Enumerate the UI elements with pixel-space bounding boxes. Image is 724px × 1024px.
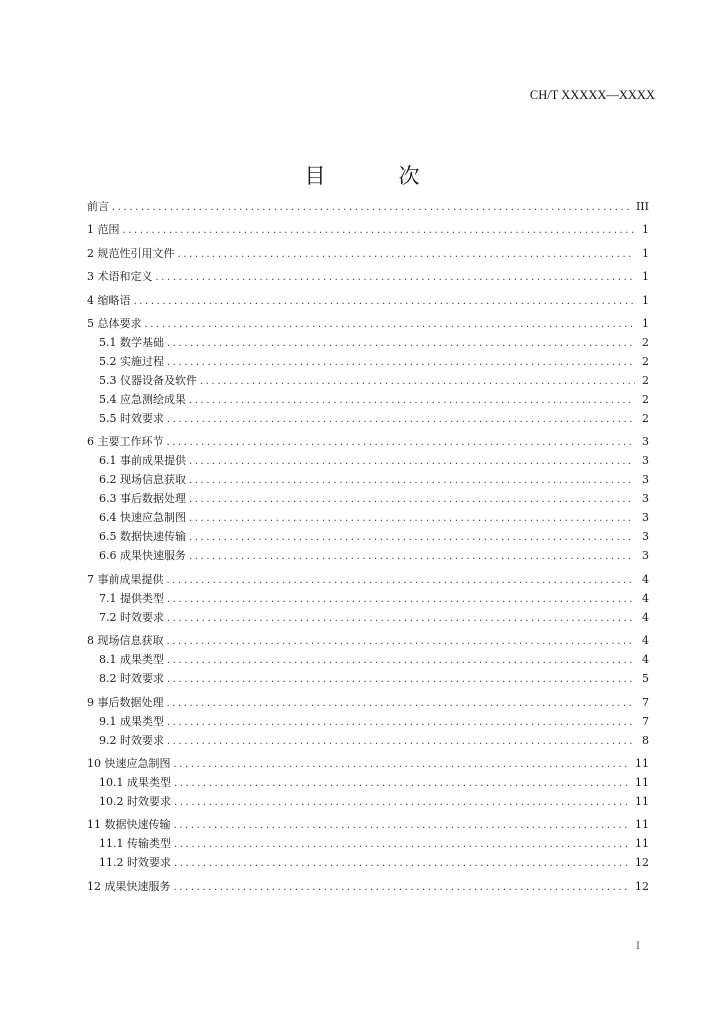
toc-dot-leader: [123, 221, 636, 240]
toc-entry-label: 5.2 实施过程: [99, 354, 164, 368]
toc-entry-label: 2 规范性引用文件: [87, 246, 175, 260]
toc-dot-leader: [145, 315, 636, 334]
toc-entry-page: 4: [642, 634, 649, 648]
toc-entry-page: 12: [635, 879, 649, 893]
toc-entry[interactable]: [87, 570, 649, 589]
toc-entry-label: 9.2 时效要求: [99, 733, 164, 747]
toc-entry-label: 6.1 事前成果提供: [99, 454, 186, 468]
toc-dot-leader: [174, 835, 631, 854]
toc-entry-label: 8 现场信息获取: [87, 634, 164, 648]
toc-entry-label: 6.2 现场信息获取: [99, 473, 186, 487]
toc-dot-leader: [167, 670, 635, 689]
toc-entry-page: 3: [642, 435, 649, 449]
toc-entry[interactable]: [87, 631, 649, 650]
toc-entry-page: 4: [642, 610, 649, 624]
toc-entry-label: 5.1 数学基础: [99, 335, 164, 349]
toc-entry-page: 2: [642, 335, 649, 349]
toc-entry-label: 7.1 提供类型: [99, 591, 164, 605]
toc-dot-leader: [189, 490, 635, 509]
toc-entry[interactable]: [87, 853, 649, 872]
toc-dot-leader: [167, 713, 635, 732]
toc-entry-page: 1: [642, 270, 649, 284]
toc-entry-page: 11: [635, 818, 649, 832]
toc-dot-leader: [167, 334, 635, 353]
document-code: CH/T XXXXX—XXXX: [529, 88, 655, 102]
toc-entry[interactable]: [87, 371, 649, 390]
toc-entry-page: 11: [635, 756, 649, 770]
toc-entry[interactable]: [87, 197, 649, 216]
toc-entry-label: 10.1 成果类型: [99, 775, 171, 789]
toc-entry-page: 7: [642, 714, 649, 728]
toc-entry[interactable]: [87, 608, 649, 627]
toc-entry[interactable]: [87, 489, 649, 508]
toc-dot-leader: [167, 571, 636, 590]
toc-entry-label: 3 术语和定义: [87, 270, 153, 284]
toc-entry-page: 3: [642, 549, 649, 563]
toc-entry[interactable]: [87, 693, 649, 712]
toc-dot-leader: [167, 410, 635, 429]
toc-entry[interactable]: [87, 589, 649, 608]
toc-entry-page: 3: [642, 511, 649, 525]
toc-entry-label: 6.6 成果快速服务: [99, 549, 186, 563]
toc-entry-page: 3: [642, 530, 649, 544]
toc-entry[interactable]: [87, 773, 649, 792]
toc-entry[interactable]: [87, 244, 649, 263]
toc-entry-label: 前言: [87, 200, 109, 213]
toc-entry[interactable]: [87, 220, 649, 239]
toc-entry-label: 5.5 时效要求: [99, 411, 164, 425]
toc-entry-label: 8.1 成果类型: [99, 653, 164, 667]
toc-dot-leader: [174, 793, 631, 812]
toc-entry[interactable]: [87, 834, 649, 853]
toc-entry-label: 11.2 时效要求: [99, 856, 171, 870]
toc-entry-page: 2: [642, 354, 649, 368]
toc-entry[interactable]: [87, 792, 649, 811]
toc-entry-label: 12 成果快速服务: [87, 879, 171, 893]
toc-entry-page: 3: [642, 473, 649, 487]
toc-entry[interactable]: [87, 352, 649, 371]
toc-entry-label: 10 快速应急制图: [87, 756, 171, 770]
toc-entry-label: 6 主要工作环节: [87, 435, 164, 449]
toc-entry-label: 6.3 事后数据处理: [99, 492, 186, 506]
toc-entry[interactable]: [87, 546, 649, 565]
toc-entry-label: 6.4 快速应急制图: [99, 511, 186, 525]
toc-entry-page: 1: [642, 223, 649, 237]
toc-entry-page: 1: [642, 316, 649, 330]
toc-entry[interactable]: [87, 731, 649, 750]
toc-entry[interactable]: [87, 451, 649, 470]
toc-entry[interactable]: [87, 267, 649, 286]
toc-entry[interactable]: [87, 815, 649, 834]
toc-entry-page: 2: [642, 392, 649, 406]
toc-dot-leader: [134, 292, 636, 311]
toc-list: [87, 197, 649, 896]
toc-entry-label: 9.1 成果类型: [99, 714, 164, 728]
toc-entry-label: 8.2 时效要求: [99, 672, 164, 686]
toc-entry[interactable]: [87, 669, 649, 688]
toc-entry[interactable]: [87, 333, 649, 352]
toc-dot-leader: [174, 854, 631, 873]
toc-entry-page: 2: [642, 373, 649, 387]
toc-entry-label: 5.3 仪器设备及软件: [99, 373, 197, 387]
toc-dot-leader: [167, 732, 635, 751]
toc-entry-page: 3: [642, 492, 649, 506]
toc-entry-label: 5.4 应急测绘成果: [99, 392, 186, 406]
toc-entry-page: 11: [635, 775, 649, 789]
toc-dot-leader: [189, 509, 635, 528]
toc-entry[interactable]: [87, 508, 649, 527]
toc-entry[interactable]: [87, 291, 649, 310]
toc-dot-leader: [189, 452, 635, 471]
toc-dot-leader: [167, 353, 635, 372]
toc-entry-page: 4: [642, 653, 649, 667]
toc-dot-leader: [200, 372, 635, 391]
toc-dot-leader: [189, 547, 635, 566]
toc-dot-leader: [112, 198, 632, 217]
toc-entry-page: 7: [642, 695, 649, 709]
toc-title: 目 次: [304, 164, 446, 188]
toc-entry-label: 4 缩略语: [87, 293, 131, 307]
toc-entry[interactable]: [87, 390, 649, 409]
toc-entry-page: 3: [642, 454, 649, 468]
toc-dot-leader: [189, 471, 635, 490]
toc-entry[interactable]: [87, 314, 649, 333]
toc-entry-page: 8: [642, 733, 649, 747]
toc-entry-page: 11: [635, 794, 649, 808]
toc-entry-page: 12: [635, 856, 649, 870]
toc-dot-leader: [167, 651, 635, 670]
toc-dot-leader: [167, 694, 636, 713]
toc-entry-label: 10.2 时效要求: [99, 794, 171, 808]
toc-dot-leader: [174, 878, 632, 897]
toc-entry-label: 9 事后数据处理: [87, 695, 164, 709]
toc-entry-page: 11: [635, 837, 649, 851]
toc-entry-label: 11 数据快速传输: [87, 818, 171, 832]
toc-entry[interactable]: [87, 409, 649, 428]
toc-entry-page: 1: [642, 293, 649, 307]
toc-dot-leader: [167, 433, 636, 452]
toc-entry-page: 4: [642, 572, 649, 586]
toc-entry[interactable]: [87, 432, 649, 451]
toc-entry-label: 7 事前成果提供: [87, 572, 164, 586]
toc-entry[interactable]: [87, 470, 649, 489]
toc-entry-label: 11.1 传输类型: [99, 837, 171, 851]
toc-dot-leader: [174, 774, 631, 793]
toc-dot-leader: [167, 609, 635, 628]
toc-entry[interactable]: [87, 754, 649, 773]
toc-dot-leader: [189, 528, 635, 547]
toc-entry-page: 1: [642, 246, 649, 260]
toc-entry-page: 4: [642, 591, 649, 605]
toc-dot-leader: [174, 755, 632, 774]
toc-entry[interactable]: [87, 527, 649, 546]
page-number: I: [636, 941, 640, 952]
toc-entry[interactable]: [87, 712, 649, 731]
toc-dot-leader: [174, 816, 632, 835]
toc-dot-leader: [167, 590, 635, 609]
toc-dot-leader: [189, 391, 635, 410]
toc-dot-leader: [167, 632, 636, 651]
toc-entry-label: 6.5 数据快速传输: [99, 530, 186, 544]
toc-dot-leader: [178, 245, 636, 264]
toc-entry-page: 5: [642, 672, 649, 686]
toc-entry-page: 2: [642, 411, 649, 425]
toc-entry-label: 7.2 时效要求: [99, 610, 164, 624]
toc-entry-label: 1 范围: [87, 223, 120, 237]
toc-entry[interactable]: [87, 877, 649, 896]
toc-entry-label: 5 总体要求: [87, 316, 142, 330]
toc-entry[interactable]: [87, 650, 649, 669]
toc-dot-leader: [156, 268, 636, 287]
toc-entry-page: III: [635, 200, 649, 213]
